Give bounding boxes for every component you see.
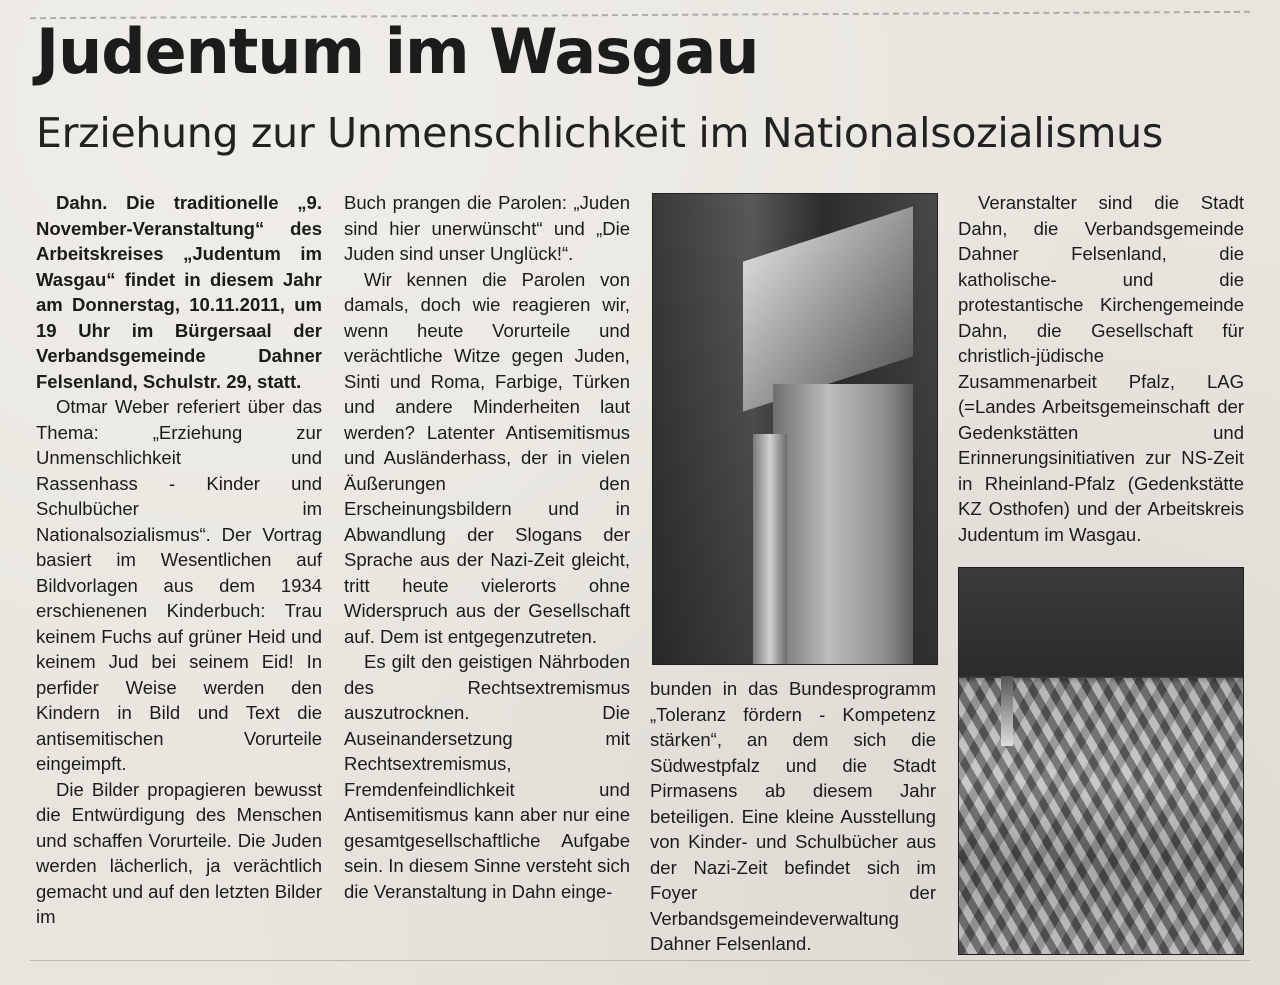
town-view-photo: [958, 567, 1244, 955]
body-paragraph: Es gilt den geistigen Nährboden des Rechtsextremismus auszutrocknen. Die Auseinandersetzung mit Rechtsextremismus, Fremdenfeindlichkeit und Antisemitismus kann aber nur eine gesamtgesellschaftliche Aufgabe sein. In diesem Sinne versteht sich die Veranstaltung in Dahn einge-: [344, 651, 630, 902]
memorial-stone-photo: [652, 193, 938, 665]
column-1: [36, 190, 322, 930]
lead-paragraph: Dahn. Die traditionelle „9. November-Veranstaltung“ des Arbeitskreises „Judentum im Wasgau“ findet in diesem Jahr am Donnerstag, 10.11.2011, um 19 Uhr im Bürgersaal der Verbandsgemeinde Dahner Felsenland, Schulstr. 29, statt.: [36, 192, 322, 392]
column-2: [344, 190, 630, 904]
stone-pillar: [753, 434, 787, 664]
column-3: [650, 676, 936, 957]
body-paragraph: Die Bilder propagieren bewusst die Entwürdigung des Menschen und schaffen Vorurteile. Die Juden werden lächerlich, ja verächtlich gemacht und auf den letzten Bilder im: [36, 778, 322, 927]
stone-slab: [773, 384, 913, 664]
page-footer-strip: [30, 960, 1250, 981]
body-paragraph: Veranstalter sind die Stadt Dahn, die Verbandsgemeinde Dahner Felsenland, die katholische- und die protestantische Kirchengemeinde Dahn, die Gesellschaft für christlich-jüdische Zusammenarbeit Pfalz, LAG (=Landes Arbeitsgemeinschaft der Gedenkstätten und Erinnerungsinitiativen zur NS-Zeit in Rheinland-Pfalz (Gedenkstätte KZ Osthofen) und der Arbeitskreis Judentum im Wasgau.: [958, 192, 1244, 545]
headline: Judentum im Wasgau: [36, 15, 759, 88]
church-steeple: [1001, 676, 1013, 746]
column-4: [958, 190, 1244, 547]
body-paragraph: Buch prangen die Parolen: „Juden sind hier unerwünscht“ und „Die Juden sind unser Unglück!“.: [344, 192, 630, 264]
subheadline: Erziehung zur Unmenschlichkeit im Nationalsozialismus: [36, 109, 1163, 157]
stone-cap: [743, 206, 913, 411]
body-paragraph: Wir kennen die Parolen von damals, doch wie reagieren wir, wenn heute Vorurteile und verächtliche Witze gegen Juden, Sinti und Roma, Farbige, Türken und andere Minderheiten laut werden? Latenter Antisemitismus und Ausländerhass, der in vielen Äußerungen den Erscheinungsbildern und in Abwandlung der Slogans der Sprache aus der Nazi-Zeit gleicht, tritt heute vielerorts ohne Widerspruch aus der Gesellschaft auf. Dem ist entgegenzutreten.: [344, 268, 630, 647]
body-paragraph: Otmar Weber referiert über das Thema: „Erziehung zur Unmenschlichkeit und Rassenhass - Kinder und Schulbücher im Nationalsozialismus“. Der Vortrag basiert im Wesentlichen auf Bildvorlagen aus dem 1934 erschienenen Kinderbuch: Trau keinem Fuchs auf grüner Heid und keinem Jud bei seinem Eid! In perfider Weise werden den Kindern in Bild und Text die antisemitischen Vorurteile eingeimpft.: [36, 396, 322, 774]
body-paragraph: bunden in das Bundesprogramm „Toleranz fördern - Kompetenz stärken“, an dem sich die Südwestpfalz und die Stadt Pirmasens ab diesem Jahr beteiligen. Eine kleine Ausstellung von Kinder- und Schulbücher aus der Nazi-Zeit befindet sich im Foyer der Verbandsgemeindeverwaltung Dahner Felsenland.: [650, 678, 936, 954]
